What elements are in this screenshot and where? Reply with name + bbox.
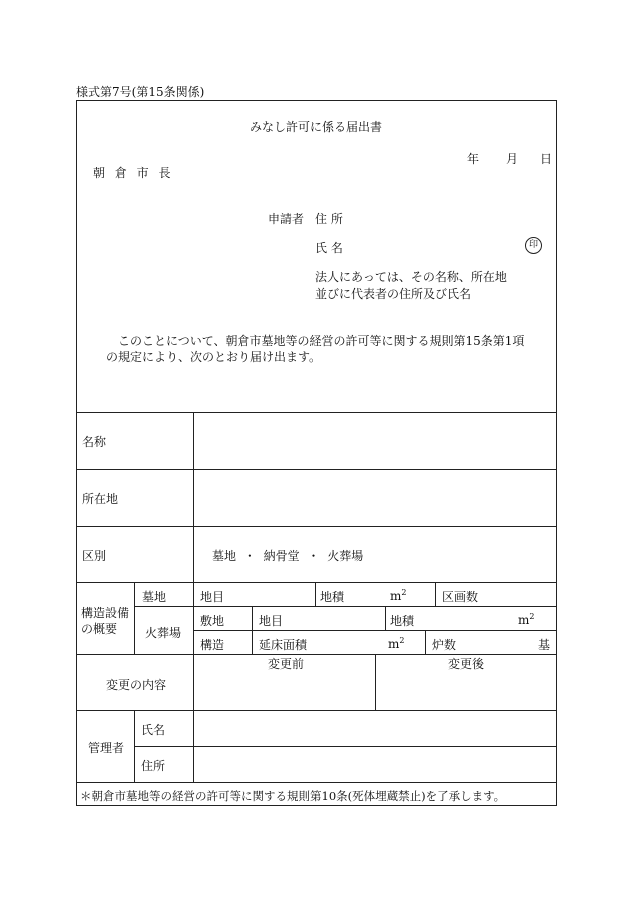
addressee: 朝 倉 市 長 xyxy=(93,166,174,180)
manager-label: 管理者 xyxy=(88,741,125,755)
cemetery-land-category-label: 地目 xyxy=(200,590,225,604)
name-field[interactable] xyxy=(194,413,556,468)
footer-note: ＊朝倉市墓地等の経営の許可等に関する規則第10条(死体埋蔵禁止)を了承します。 xyxy=(80,789,506,803)
site-land-category-label: 地目 xyxy=(259,614,284,628)
column-divider xyxy=(252,606,253,654)
cemetery-label: 墓地 xyxy=(142,590,167,604)
column-divider xyxy=(385,606,386,630)
column-divider xyxy=(425,630,426,654)
manager-name-field[interactable] xyxy=(194,711,556,745)
date-year-label: 年 xyxy=(467,152,480,166)
cemetery-area-unit: $m^2$ xyxy=(390,588,407,603)
column-divider xyxy=(193,654,194,710)
site-label: 敷地 xyxy=(200,614,225,628)
row-divider xyxy=(76,782,557,783)
structure-row-label: 構造 xyxy=(200,638,225,652)
column-divider xyxy=(134,710,135,782)
form-title: みなし許可に係る届出書 xyxy=(250,120,383,134)
floor-area-unit: $m^2$ xyxy=(388,636,405,651)
plot-count-label: 区画数 xyxy=(442,590,479,604)
site-area-unit: $m^2$ xyxy=(518,612,535,627)
furnace-unit: 基 xyxy=(538,638,551,652)
structure-label-line1: 構造設備 xyxy=(81,606,130,620)
manager-address-field[interactable] xyxy=(194,747,556,781)
category-label: 区別 xyxy=(82,549,107,563)
name-label: 名称 xyxy=(82,435,107,449)
applicant-address-label: 住 所 xyxy=(315,212,343,226)
furnace-count-label: 炉数 xyxy=(432,638,457,652)
floor-area-label: 延床面積 xyxy=(259,638,308,652)
row-divider xyxy=(76,582,557,583)
row-divider xyxy=(193,630,557,631)
applicant-note-line1: 法人にあっては、その名称、所在地 xyxy=(315,270,507,284)
row-divider xyxy=(76,654,557,655)
applicant-note-line2: 並びに代表者の住所及び氏名 xyxy=(315,287,472,301)
manager-address-label: 住所 xyxy=(141,759,166,773)
category-options: 墓地 ・ 納骨堂 ・ 火葬場 xyxy=(212,549,364,563)
location-field[interactable] xyxy=(194,470,556,525)
row-divider xyxy=(134,606,557,607)
manager-name-label: 氏名 xyxy=(141,723,166,737)
form-number-label: 様式第7号(第15条関係) xyxy=(76,85,205,99)
column-divider xyxy=(315,582,316,606)
body-text-line1: このことについて、朝倉市墓地等の経営の許可等に関する規則第15条第1項 xyxy=(118,334,525,348)
site-land-area-label: 地積 xyxy=(390,614,415,628)
after-change-label: 変更後 xyxy=(448,657,485,671)
date-month-label: 月 xyxy=(506,152,519,166)
applicant-name-label: 氏 名 xyxy=(315,241,343,255)
applicant-label: 申請者 xyxy=(268,212,305,226)
row-divider xyxy=(76,526,557,527)
cemetery-land-area-label: 地積 xyxy=(320,590,345,604)
column-divider xyxy=(435,582,436,606)
before-change-label: 変更前 xyxy=(268,657,305,671)
location-label: 所在地 xyxy=(82,492,119,506)
body-text-line2: の規定により、次のとおり届け出ます。 xyxy=(106,350,322,364)
change-content-label: 変更の内容 xyxy=(106,678,167,692)
date-day-label: 日 xyxy=(540,152,553,166)
column-divider xyxy=(193,582,194,654)
column-divider xyxy=(134,582,135,654)
crematorium-label: 火葬場 xyxy=(145,626,182,640)
structure-label-line2: の概要 xyxy=(81,622,118,636)
column-divider xyxy=(375,654,376,710)
seal-mark-icon: 印 xyxy=(525,237,542,254)
